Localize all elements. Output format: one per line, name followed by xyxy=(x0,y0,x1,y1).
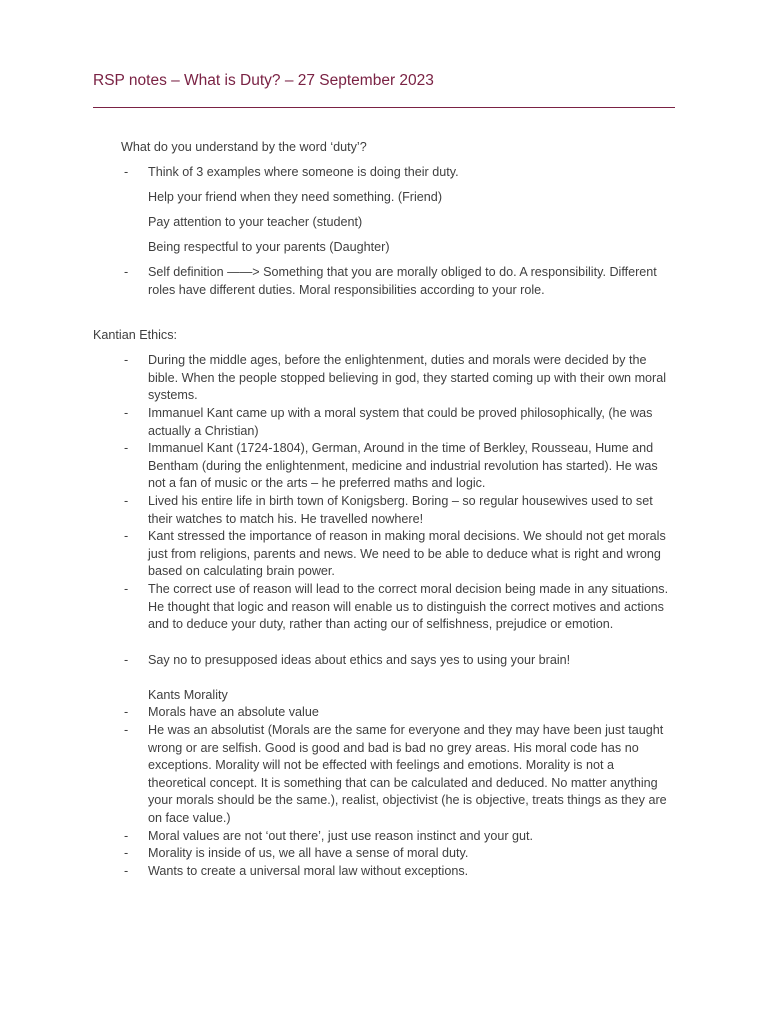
list-item-text: Morals have an absolute value xyxy=(148,705,319,719)
bullet-dash: - xyxy=(124,441,129,455)
bullet-dash: - xyxy=(124,265,129,279)
list-item-text: He was an absolutist (Morals are the same for everyone and they may have been just taught wrong or are selfish. Good is good and bad is bad no grey areas. His moral code has no exceptions. Morality will not be effected with feelings and emotions. Morality is not a theoretical concept. It is something that can be calculated and deduced. No matter anything your morals should be the same.), realist, objectivist (he is objective, treats things as they are on face value.) xyxy=(148,723,667,825)
list-item-text: Self definition ——> Something that you are morally obliged to do. A responsibility. Different roles have different duties. Moral responsibilities according to your role. xyxy=(148,265,657,297)
list-item-text: Think of 3 examples where someone is doing their duty. xyxy=(148,165,459,179)
page-title: RSP notes – What is Duty? – 27 September 2023 xyxy=(93,72,434,89)
list-item-text: Say no to presupposed ideas about ethics and says yes to using your brain! xyxy=(148,653,571,667)
bullet-dash: - xyxy=(124,494,129,508)
list-item-text: The correct use of reason will lead to the correct moral decision being made in any situations. He thought that logic and reason will enable us to distinguish the correct motives and actions and to deduce your duty, rather than acting our of selfishness, prejudice or emotion. xyxy=(148,582,669,631)
title-underline xyxy=(93,107,675,108)
list-item-text: Kant stressed the importance of reason in making moral decisions. We should not get morals just from religions, parents and news. We need to be able to deduce what is right and wrong based on calculating brain power. xyxy=(148,529,666,578)
bullet-dash: - xyxy=(124,529,129,543)
list-item-text: During the middle ages, before the enlightenment, duties and morals were decided by the bible. When the people stopped believing in god, they started coming up with their own moral systems. xyxy=(148,353,667,402)
question-line: What do you understand by the word ‘duty’? xyxy=(121,140,367,154)
bullet-dash: - xyxy=(124,846,129,860)
subsection-heading: Kants Morality xyxy=(148,688,228,702)
example-line: Help your friend when they need something. (Friend) xyxy=(148,190,443,204)
bullet-dash: - xyxy=(124,165,129,179)
example-line: Being respectful to your parents (Daughter) xyxy=(148,240,390,254)
list-item-text: Lived his entire life in birth town of Konigsberg. Boring – so regular housewives used to set their watches to match his. He travelled nowhere! xyxy=(148,494,653,526)
bullet-dash: - xyxy=(124,406,129,420)
bullet-dash: - xyxy=(124,653,129,667)
bullet-dash: - xyxy=(124,723,129,737)
bullet-dash: - xyxy=(124,829,129,843)
example-line: Pay attention to your teacher (student) xyxy=(148,215,363,229)
list-item-text: Immanuel Kant (1724-1804), German, Around in the time of Berkley, Rousseau, Hume and Bentham (during the enlightenment, medicine and industrial revolution has started). He was not a fan of music or the arts – he preferred maths and logic. xyxy=(148,441,658,490)
list-item-text: Moral values are not ‘out there’, just use reason instinct and your gut. xyxy=(148,829,534,843)
bullet-dash: - xyxy=(124,582,129,596)
list-item-text: Morality is inside of us, we all have a sense of moral duty. xyxy=(148,846,469,860)
bullet-dash: - xyxy=(124,705,129,719)
bullet-dash: - xyxy=(124,864,129,878)
list-item-text: Immanuel Kant came up with a moral system that could be proved philosophically, (he was actually a Christian) xyxy=(148,406,653,438)
bullet-dash: - xyxy=(124,353,129,367)
section-heading: Kantian Ethics: xyxy=(93,328,178,342)
list-item-text: Wants to create a universal moral law without exceptions. xyxy=(148,864,469,878)
